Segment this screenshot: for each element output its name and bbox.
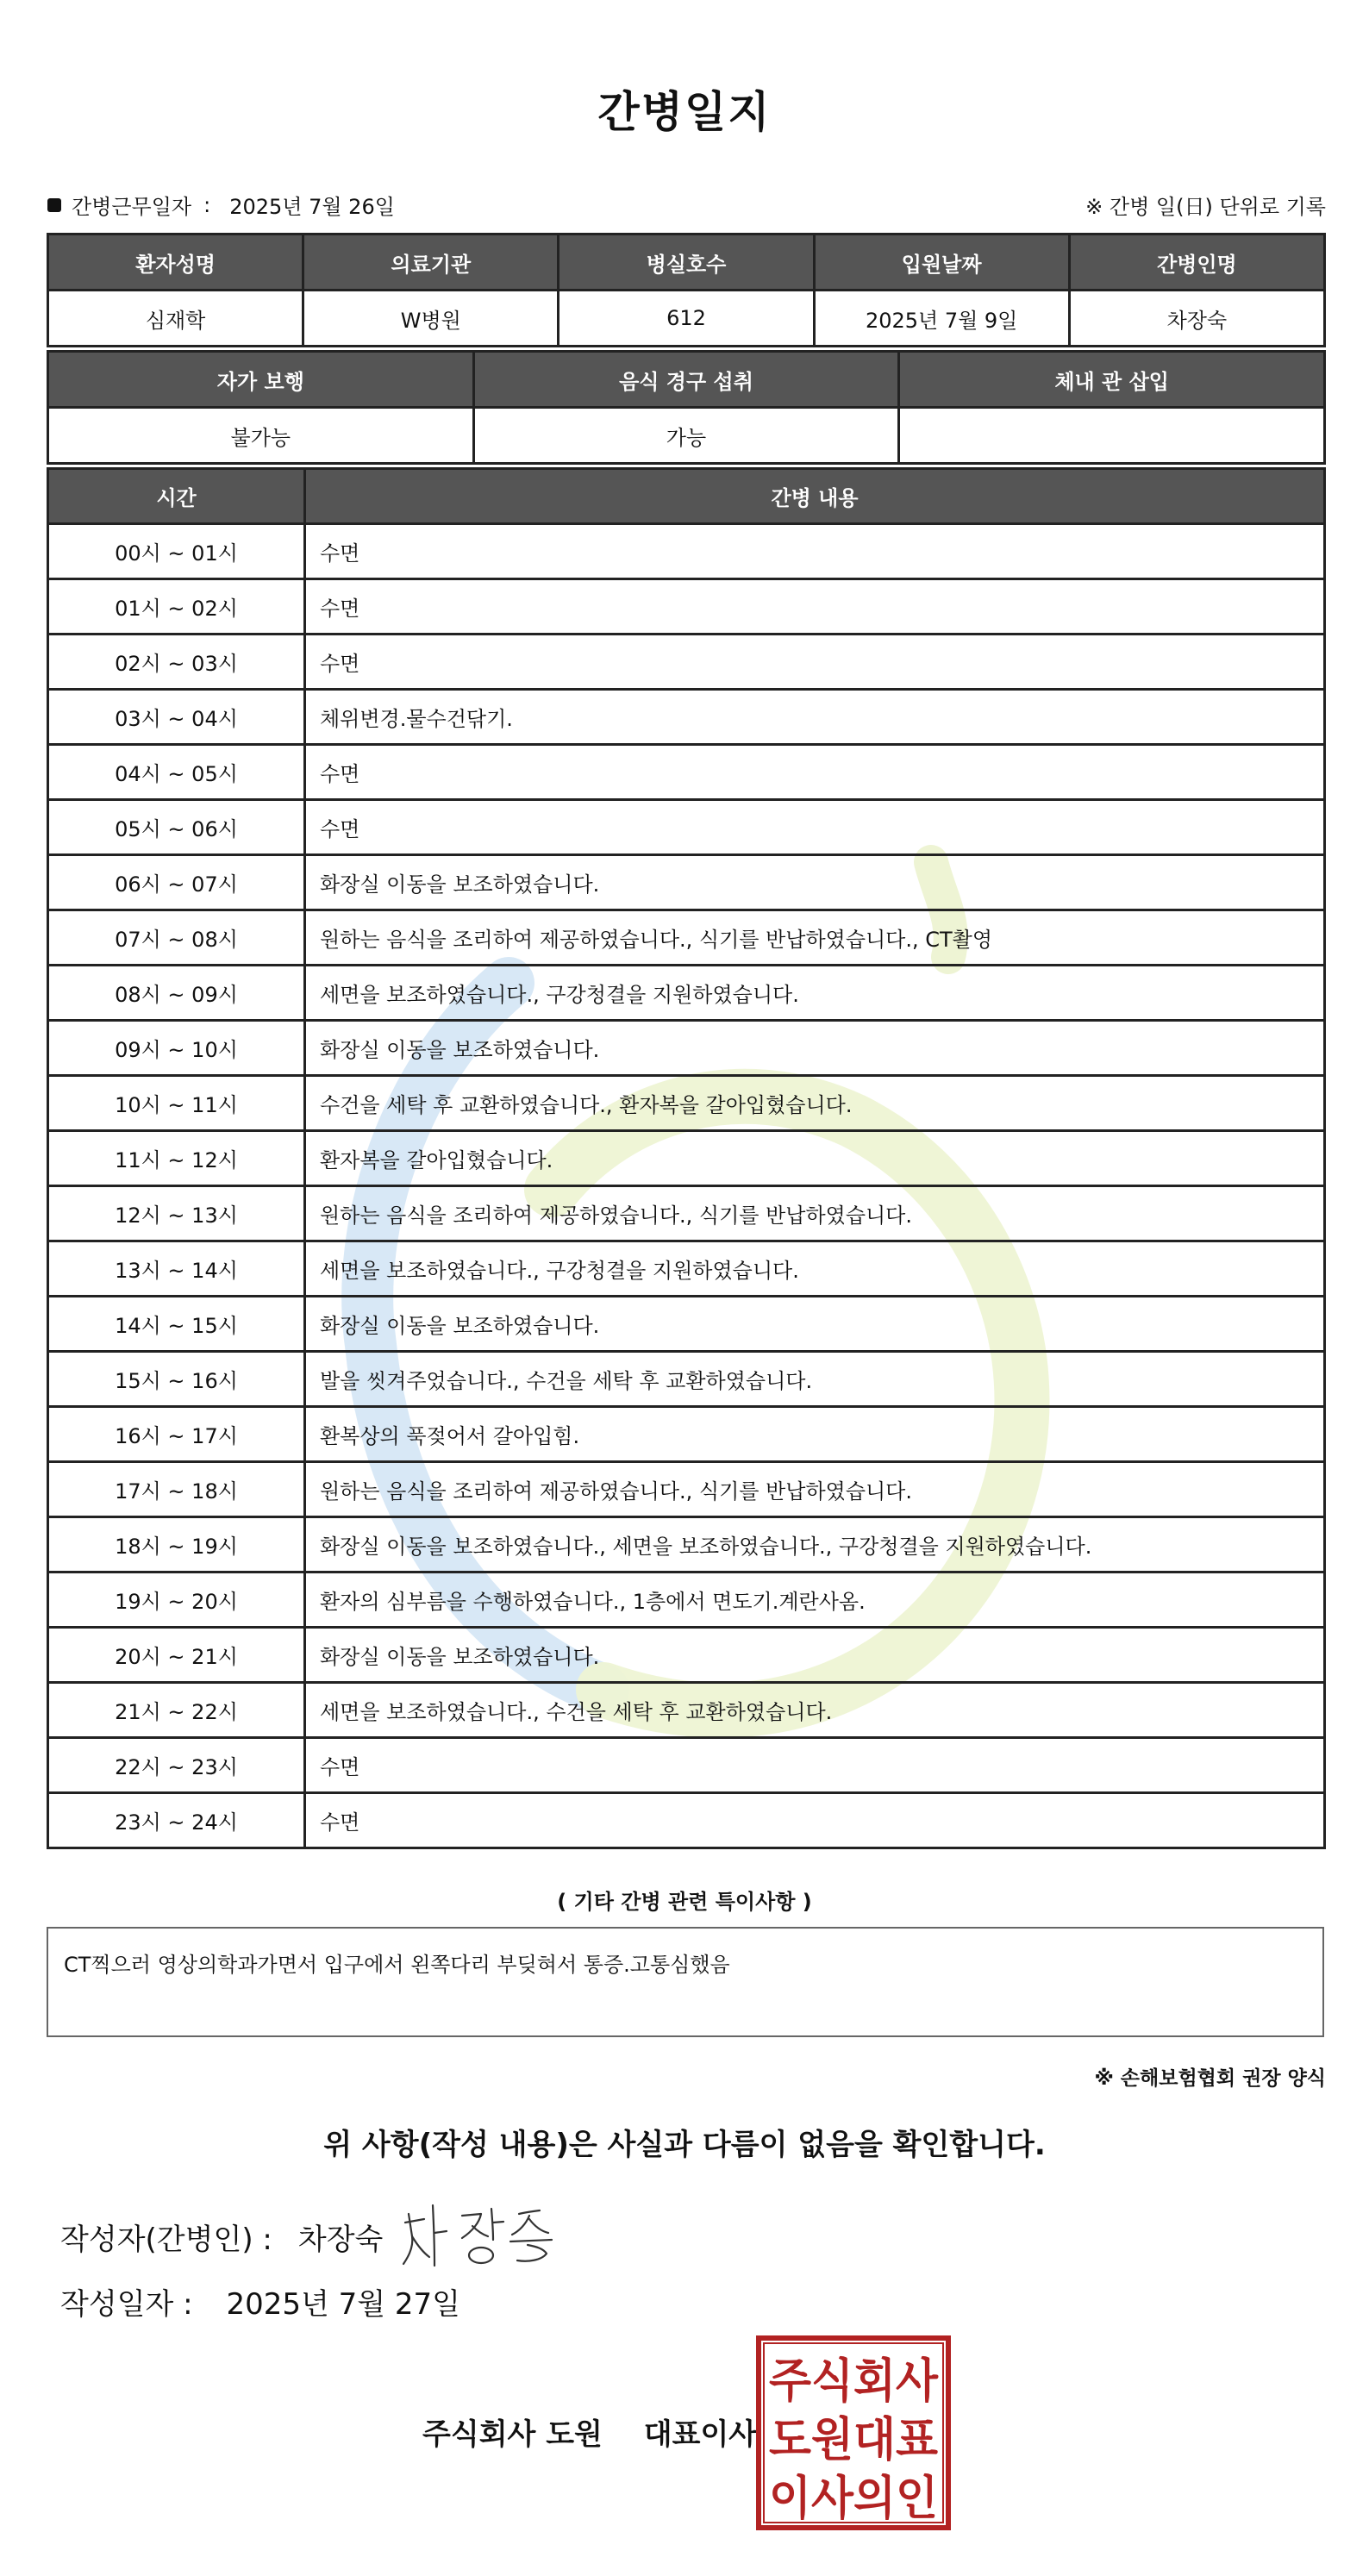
header-caregiver: 간병인명: [1069, 234, 1324, 291]
confirm-statement: 위 사항(작성 내용)은 사실과 다름이 없음을 확인합니다.: [323, 2128, 1046, 2162]
table-row: [48, 690, 1325, 745]
row-content: 환자의 심부름을 수행하였습니다., 1층에서 면도기.계란사옴.: [305, 1572, 1325, 1628]
oral-intake-status: 가능: [473, 408, 899, 464]
header-time: 시간: [48, 469, 305, 524]
table-row: [48, 966, 1325, 1021]
svg-text:이사의인: 이사의인: [769, 2471, 938, 2525]
table-row: [48, 800, 1325, 855]
signature-icon: [398, 2197, 571, 2274]
header-oral-intake: 음식 경구 섭취: [473, 352, 899, 408]
bullet-square-icon: [47, 198, 61, 212]
row-content: 체위변경.물수건닦기.: [305, 690, 1325, 745]
row-time: 13시 ~ 14시: [48, 1241, 305, 1297]
work-date-label: 간병근무일자: [72, 195, 192, 219]
page-title: 간병일지: [597, 87, 772, 137]
row-content: 화장실 이동을 보조하였습니다.: [305, 1297, 1325, 1352]
row-content: 수면: [305, 635, 1325, 690]
header-tube: 체내 관 삽입: [899, 352, 1325, 408]
table-row: [48, 579, 1325, 635]
write-date-line: [60, 2280, 460, 2323]
row-content: 수면: [305, 1738, 1325, 1793]
row-time: 11시 ~ 12시: [48, 1131, 305, 1186]
table-row: [48, 524, 1325, 579]
caregiver-name: 차장숙: [1069, 291, 1324, 347]
svg-text:도원대표: 도원대표: [769, 2412, 938, 2467]
table-row: [48, 1186, 1325, 1241]
row-time: 09시 ~ 10시: [48, 1021, 305, 1076]
table-row: [48, 1297, 1325, 1352]
table-row: [48, 1021, 1325, 1076]
row-time: 12시 ~ 13시: [48, 1186, 305, 1241]
row-content: 원하는 음식을 조리하여 제공하였습니다., 식기를 반납하였습니다., CT촬영: [305, 910, 1325, 966]
work-date: [47, 190, 395, 220]
walking-status: 불가능: [48, 408, 474, 464]
special-notes-text: CT찍으러 영상의학과가면서 입구에서 왼쪽다리 부딪혀서 통증.고통심했음: [64, 1953, 730, 1977]
header-room: 병실호수: [559, 234, 814, 291]
row-time: 21시 ~ 22시: [48, 1683, 305, 1738]
special-notes-box: [47, 1927, 1324, 2037]
room-number: 612: [559, 291, 814, 347]
row-time: 17시 ~ 18시: [48, 1462, 305, 1517]
row-content: 화장실 이동을 보조하였습니다.: [305, 1021, 1325, 1076]
row-content: 화장실 이동을 보조하였습니다., 세면을 보조하였습니다., 구강청결을 지원하였습니다.: [305, 1517, 1325, 1572]
tube-status: [899, 408, 1325, 464]
table-row: [48, 1131, 1325, 1186]
ceo-label: 대표이사: [643, 2417, 758, 2452]
row-time: 14시 ~ 15시: [48, 1297, 305, 1352]
row-content: 수면: [305, 800, 1325, 855]
special-notes-title: ( 기타 간병 관련 특이사항 ): [557, 1890, 812, 1914]
company-name: 주식회사 도원: [422, 2417, 603, 2452]
row-time: 02시 ~ 03시: [48, 635, 305, 690]
row-content: 세면을 보조하였습니다., 구강청결을 지원하였습니다.: [305, 1241, 1325, 1297]
table-row: [48, 745, 1325, 800]
svg-text:주식회사: 주식회사: [769, 2354, 939, 2408]
patient-status-table: [47, 350, 1326, 465]
company-seal-icon: [755, 2335, 952, 2531]
row-content: 화장실 이동을 보조하였습니다.: [305, 855, 1325, 910]
row-content: 발을 씻겨주었습니다., 수건을 세탁 후 교환하였습니다.: [305, 1352, 1325, 1407]
row-time: 15시 ~ 16시: [48, 1352, 305, 1407]
row-time: 20시 ~ 21시: [48, 1628, 305, 1683]
row-time: 06시 ~ 07시: [48, 855, 305, 910]
writer-label: 작성자(간병인) :: [60, 2223, 272, 2257]
row-time: 16시 ~ 17시: [48, 1407, 305, 1462]
row-content: 세면을 보조하였습니다., 수건을 세탁 후 교환하였습니다.: [305, 1683, 1325, 1738]
row-time: 08시 ~ 09시: [48, 966, 305, 1021]
unit-note: ※ 간병 일(日) 단위로 기록: [1085, 195, 1326, 219]
table-row: [48, 1076, 1325, 1131]
row-time: 00시 ~ 01시: [48, 524, 305, 579]
row-time: 07시 ~ 08시: [48, 910, 305, 966]
row-time: 18시 ~ 19시: [48, 1517, 305, 1572]
table-row: [48, 1462, 1325, 1517]
table-row: [48, 855, 1325, 910]
write-date-value: 2025년 7월 27일: [226, 2287, 461, 2322]
header-hospital: 의료기관: [303, 234, 559, 291]
row-content: 수면: [305, 524, 1325, 579]
recommend-note: ※ 손해보험협회 권장 양식: [1094, 2067, 1326, 2090]
row-content: 환자복을 갈아입혔습니다.: [305, 1131, 1325, 1186]
table-row: [48, 1572, 1325, 1628]
row-content: 원하는 음식을 조리하여 제공하였습니다., 식기를 반납하였습니다.: [305, 1186, 1325, 1241]
company-line: [422, 2410, 757, 2453]
row-time: 04시 ~ 05시: [48, 745, 305, 800]
row-time: 23시 ~ 24시: [48, 1793, 305, 1848]
row-content: 세면을 보조하였습니다., 구강청결을 지원하였습니다.: [305, 966, 1325, 1021]
table-row: [48, 1738, 1325, 1793]
table-row: [48, 1407, 1325, 1462]
patient-info-table: [47, 233, 1326, 347]
table-row: [48, 1683, 1325, 1738]
writer-line: [60, 2216, 383, 2258]
row-time: 10시 ~ 11시: [48, 1076, 305, 1131]
row-content: 수면: [305, 579, 1325, 635]
table-row: [48, 1793, 1325, 1848]
hospital: W병원: [303, 291, 559, 347]
work-date-colon: :: [203, 192, 211, 217]
row-content: 수면: [305, 745, 1325, 800]
row-content: 원하는 음식을 조리하여 제공하였습니다., 식기를 반납하였습니다.: [305, 1462, 1325, 1517]
row-time: 22시 ~ 23시: [48, 1738, 305, 1793]
row-content: 화장실 이동을 보조하였습니다.: [305, 1628, 1325, 1683]
writer-name: 차장숙: [297, 2223, 384, 2257]
header-patient-name: 환자성명: [48, 234, 303, 291]
row-time: 05시 ~ 06시: [48, 800, 305, 855]
row-content: 수건을 세탁 후 교환하였습니다., 환자복을 갈아입혔습니다.: [305, 1076, 1325, 1131]
header-admission-date: 입원날짜: [814, 234, 1069, 291]
header-walking: 자가 보행: [48, 352, 474, 408]
header-care-content: 간병 내용: [305, 469, 1325, 524]
care-log-table: [47, 467, 1326, 1849]
work-date-value: 2025년 7월 26일: [229, 195, 395, 219]
row-time: 19시 ~ 20시: [48, 1572, 305, 1628]
table-row: [48, 1352, 1325, 1407]
table-row: [48, 910, 1325, 966]
row-time: 01시 ~ 02시: [48, 579, 305, 635]
row-content: 수면: [305, 1793, 1325, 1848]
admission-date: 2025년 7월 9일: [814, 291, 1069, 347]
row-time: 03시 ~ 04시: [48, 690, 305, 745]
table-row: [48, 1241, 1325, 1297]
row-content: 환복상의 푹젖어서 갈아입힘.: [305, 1407, 1325, 1462]
patient-name: 심재학: [48, 291, 303, 347]
table-row: [48, 1628, 1325, 1683]
table-row: [48, 635, 1325, 690]
table-row: [48, 1517, 1325, 1572]
write-date-label: 작성일자 :: [60, 2287, 193, 2322]
